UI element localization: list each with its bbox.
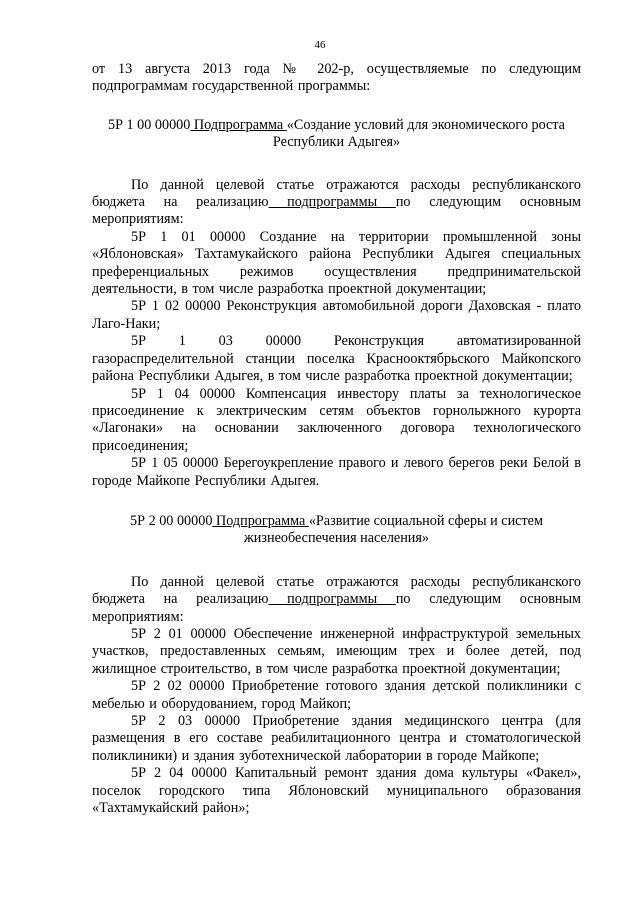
subprogram-1-lead xyxy=(92,177,581,229)
subprogram-2-link[interactable]: Подпрограмма xyxy=(212,512,309,529)
list-item: 5Р 2 02 00000 Приобретение готового здания детской поликлиники с мебелью и оборудованием, город Майкоп; xyxy=(92,678,581,712)
subprogram-1-heading xyxy=(92,117,581,152)
list-item: 5Р 1 01 00000 Создание на территории промышленной зоны «Яблоновская» Тахтамукайского района Республики Адыгея специальных преференциальных режимов осуществления предпринимательской деятельности, в том числе разработка проектной документации; xyxy=(92,228,581,298)
list-item: 5Р 1 03 00000 Реконструкция автоматизированной газораспределительной станции поселка Краснооктябрьского Майкопского района Республики Адыгея, в том числе разработка проектной документации; xyxy=(92,333,581,385)
subprogram-2-title: «Развитие социальной сферы и систем жизнеобеспечения населения» xyxy=(243,512,543,547)
lead-text: По данной целевой статье отражаются расходы республиканского бюджета на реализацию xyxy=(92,176,581,211)
list-item: 5Р 1 02 00000 Реконструкция автомобильной дороги Даховская - плато Лаго-Наки; xyxy=(92,298,581,332)
subprogram-1-title: «Создание условий для экономического роста Республики Адыгея» xyxy=(272,116,565,151)
list-item: 5Р 2 04 00000 Капитальный ремонт здания дома культуры «Факел», поселок городского типа Яблоновский муниципального образования «Тахтамукайский район»; xyxy=(92,765,581,817)
list-item: 5Р 2 03 00000 Приобретение здания медицинского центра (для размещения в его составе реабилитационного центра и стоматологической поликлиники) и здания зуботехнической лаборатории в городе Майкопе; xyxy=(92,713,581,764)
lead-text-end: по следующим основным мероприятиям: xyxy=(92,591,581,625)
subprogram-2-lead xyxy=(92,574,581,626)
lead-text: По данной целевой статье отражаются расходы республиканского бюджета на реализацию xyxy=(92,573,581,608)
subprogram-2-code: 5Р 2 00 00000 xyxy=(130,512,213,529)
lead-text-end: по следующим основным мероприятиям: xyxy=(92,194,581,228)
subprogram-1-lead-link[interactable]: подпрограммы xyxy=(268,194,396,211)
document-body xyxy=(92,61,581,817)
list-item: 5Р 1 05 00000 Берегоукрепление правого и левого берегов реки Белой в городе Майкопе Республики Адыгея. xyxy=(92,455,581,489)
subprogram-1-code: 5Р 1 00 00000 xyxy=(108,116,191,133)
page-number: 46 xyxy=(314,39,326,51)
intro-paragraph: от 13 августа 2013 года № 202-р, осуществляемые по следующим подпрограммам государственной программы: xyxy=(92,61,581,95)
subprogram-2-heading xyxy=(92,513,581,548)
list-item: 5Р 1 04 00000 Компенсация инвестору платы за технологическое присоединение к электрическим сетям объектов горнолыжного курорта «Лагонаки» на основании заключенного договора технологического присоединения; xyxy=(92,385,581,454)
subprogram-1-link[interactable]: Подпрограмма xyxy=(190,116,287,133)
list-item: 5Р 2 01 00000 Обеспечение инженерной инфраструктурой земельных участков, предоставленных семьям, имеющим трех и более детей, под жилищное строительство, в том числе разработка проектной документации; xyxy=(92,625,581,677)
subprogram-2-lead-link[interactable]: подпрограммы xyxy=(268,591,396,608)
